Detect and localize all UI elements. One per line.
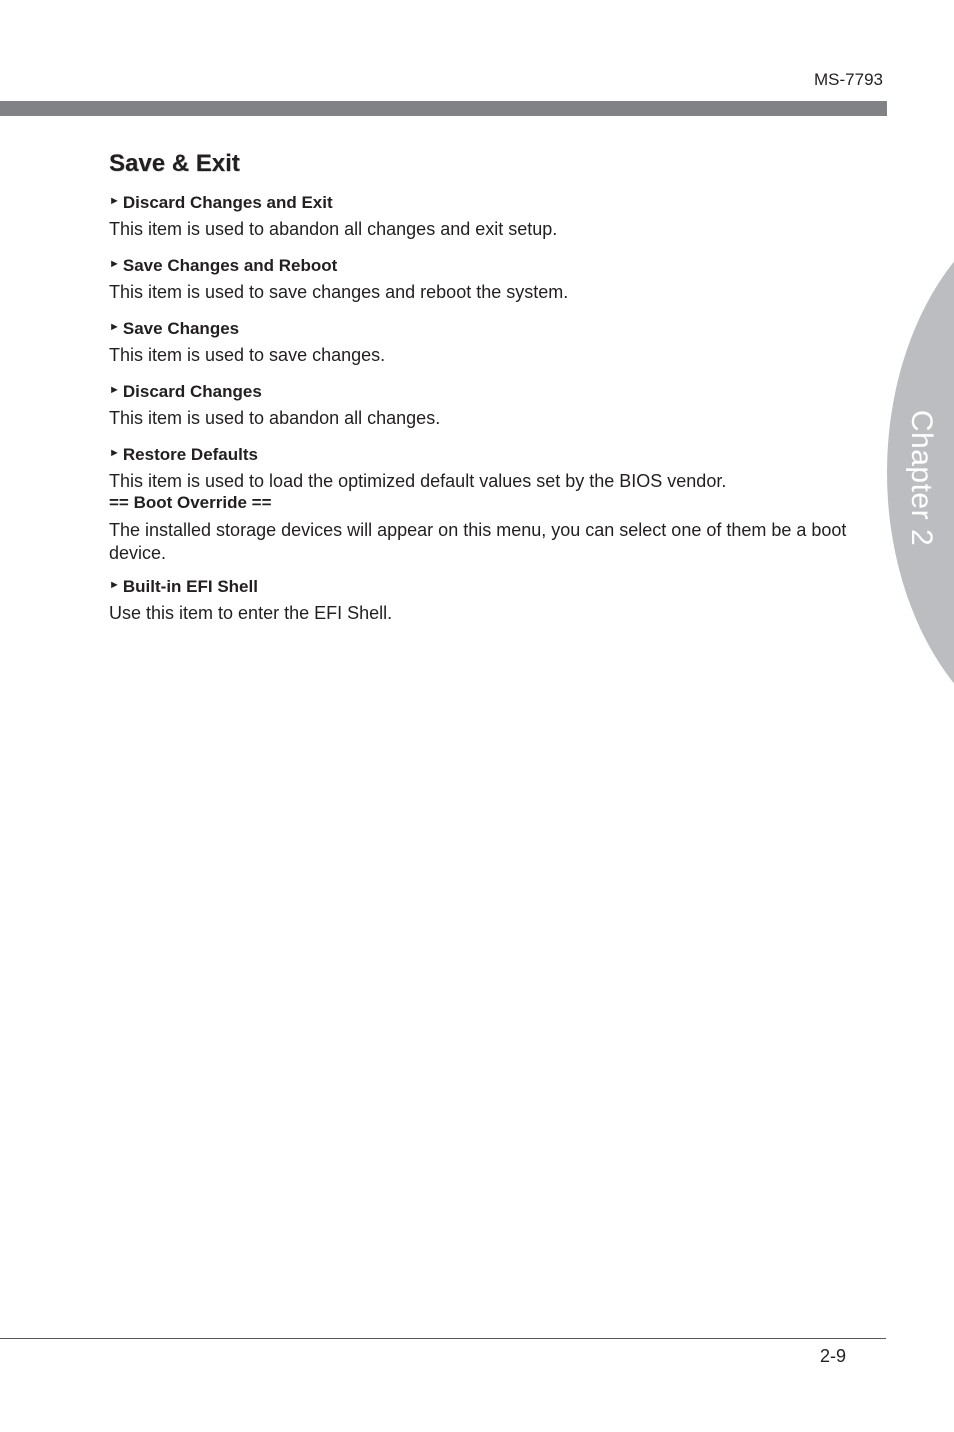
item-description: This item is used to save changes and reboot the system. [109,282,569,302]
boot-override-heading: == Boot Override == [109,493,272,512]
menu-item [109,255,854,304]
menu-item [109,444,854,493]
triangle-right-icon: ► [109,195,120,207]
menu-item [109,381,854,430]
item-title: Discard Changes and Exit [122,193,333,212]
menu-item [109,318,854,367]
item-description: This item is used to abandon all changes and exit setup. [109,219,558,239]
page-number: 2-9 [819,1346,846,1366]
item-title: Save Changes [122,319,240,338]
menu-item [109,192,854,241]
triangle-right-icon: ► [109,321,120,333]
footer-rule [0,1338,886,1339]
section-content [109,150,854,639]
boot-override-description: The installed storage devices will appear on this menu, you can select one of them be a boot device. [109,520,847,563]
section-title: Save & Exit [109,150,240,177]
item-title: Built-in EFI Shell [122,577,258,596]
item-description: Use this item to enter the EFI Shell. [109,603,393,623]
item-description: This item is used to abandon all changes. [109,408,441,428]
triangle-right-icon: ► [109,447,120,459]
item-title: Save Changes and Reboot [122,256,338,275]
menu-item [109,576,854,625]
triangle-right-icon: ► [109,384,120,396]
triangle-right-icon: ► [109,579,120,591]
header-bar [0,101,887,116]
item-title: Restore Defaults [122,445,258,464]
item-title: Discard Changes [122,382,262,401]
item-description: This item is used to save changes. [109,345,386,365]
chapter-label: Chapter 2 [905,409,938,547]
item-description: This item is used to load the optimized default values set by the BIOS vendor. [109,471,727,491]
model-number: MS-7793 [814,70,883,89]
triangle-right-icon: ► [109,258,120,270]
